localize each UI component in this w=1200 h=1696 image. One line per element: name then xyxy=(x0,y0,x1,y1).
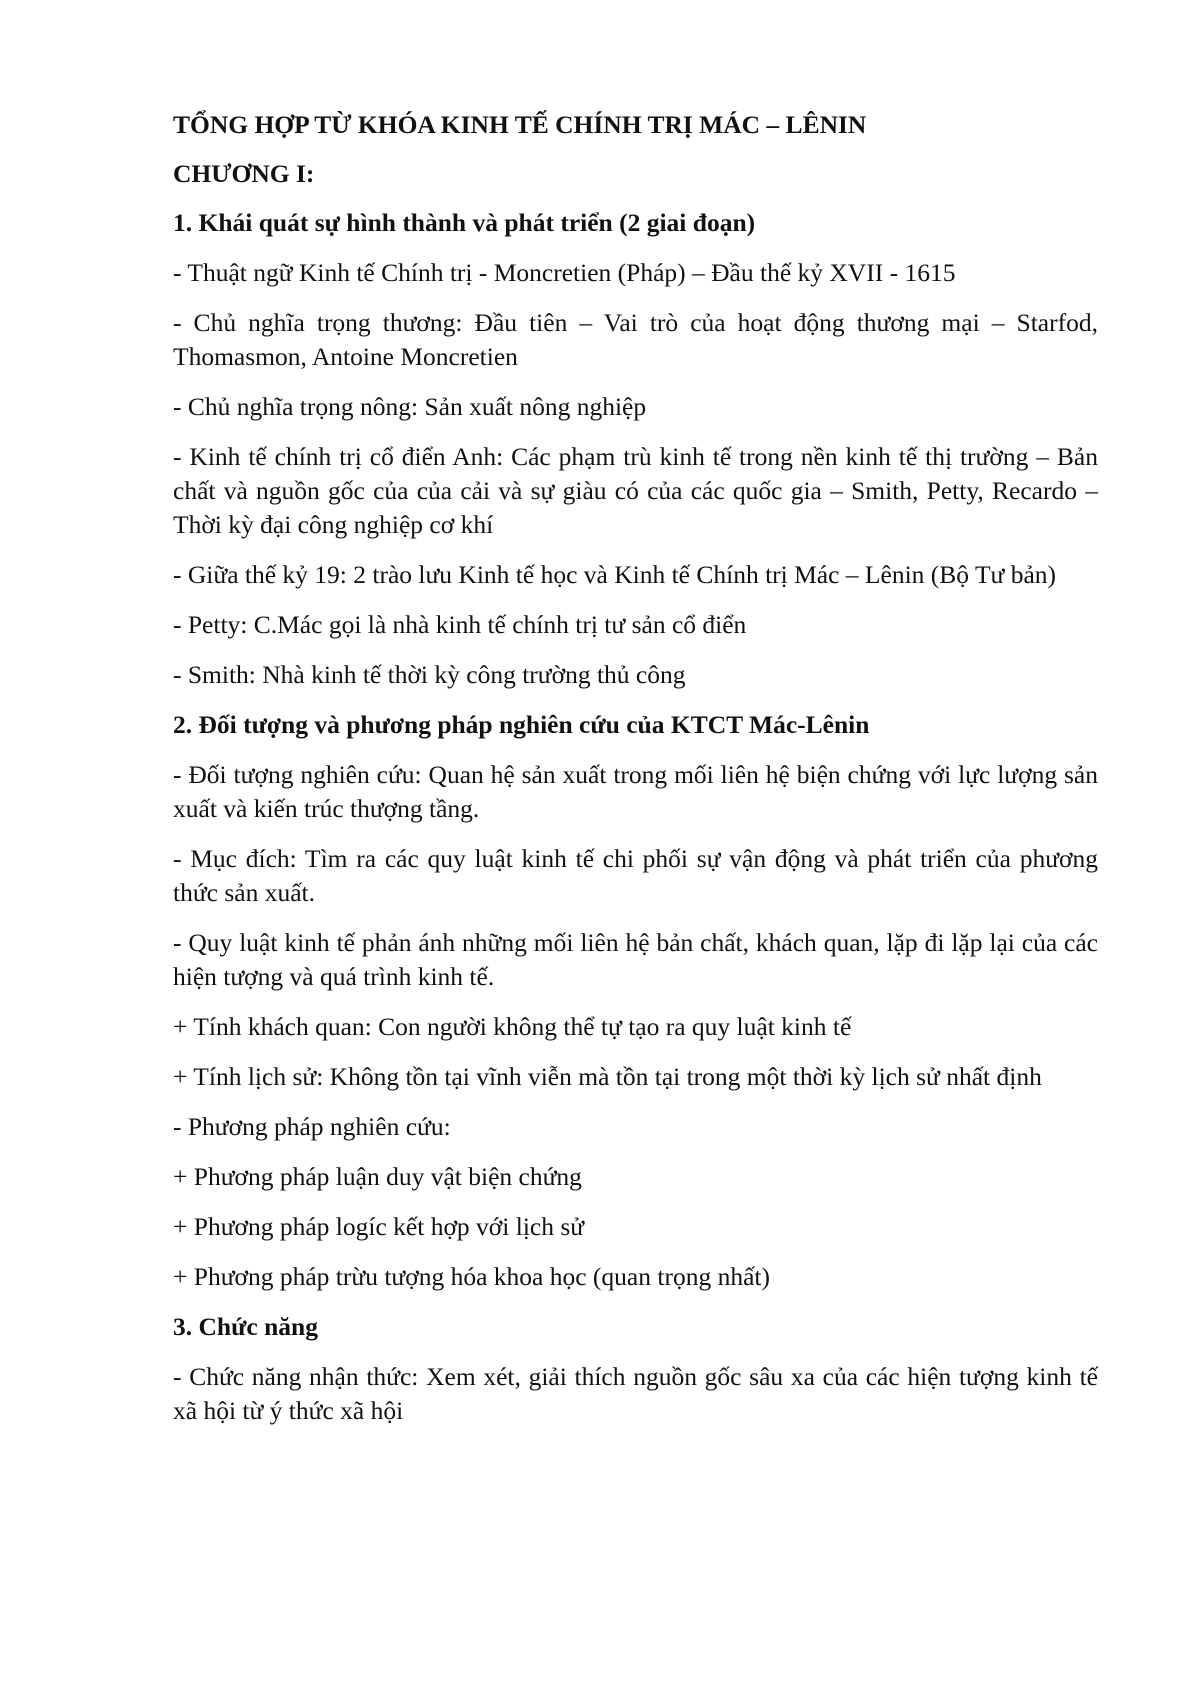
chapter-heading: CHƯƠNG I: xyxy=(173,159,315,188)
paragraph: - Mục đích: Tìm ra các quy luật kinh tế chi phối sự vận động và phát triển của phương thức sản xuất. xyxy=(173,844,1098,907)
document-title: TỔNG HỢP TỪ KHÓA KINH TẾ CHÍNH TRỊ MÁC – LÊNIN xyxy=(173,110,867,139)
section-heading: 1. Khái quát sự hình thành và phát triển (2 giai đoạn) xyxy=(173,208,756,237)
paragraph: + Phương pháp luận duy vật biện chứng xyxy=(173,1162,582,1191)
paragraph: - Đối tượng nghiên cứu: Quan hệ sản xuất trong mối liên hệ biện chứng với lực lượng sản xuất và kiến trúc thượng tầng. xyxy=(173,760,1098,823)
paragraph: - Giữa thế kỷ 19: 2 trào lưu Kinh tế học và Kinh tế Chính trị Mác – Lênin (Bộ Tư bản) xyxy=(173,560,1057,589)
paragraph: + Phương pháp trừu tượng hóa khoa học (quan trọng nhất) xyxy=(173,1262,770,1291)
paragraph: - Chủ nghĩa trọng thương: Đầu tiên – Vai trò của hoạt động thương mại – Starfod, Thomasmon, Antoine Moncretien xyxy=(173,308,1098,371)
paragraph: - Phương pháp nghiên cứu: xyxy=(173,1112,451,1141)
document-page xyxy=(173,108,1098,1444)
paragraph: + Tính lịch sử: Không tồn tại vĩnh viễn mà tồn tại trong một thời kỳ lịch sử nhất định xyxy=(173,1062,1042,1091)
paragraph: + Tính khách quan: Con người không thể tự tạo ra quy luật kinh tế xyxy=(173,1012,852,1041)
paragraph: - Thuật ngữ Kinh tế Chính trị - Moncretien (Pháp) – Đầu thế kỷ XVII - 1615 xyxy=(173,258,956,287)
section-heading: 3. Chức năng xyxy=(173,1312,318,1341)
paragraph: - Kinh tế chính trị cổ điển Anh: Các phạm trù kinh tế trong nền kinh tế thị trường – Bản chất và nguồn gốc của của cải và sự giàu có của các quốc gia – Smith, Petty, Recardo – Thời kỳ đại công nghiệp cơ khí xyxy=(173,442,1098,539)
paragraph: - Chủ nghĩa trọng nông: Sản xuất nông nghiệp xyxy=(173,392,647,421)
paragraph: - Petty: C.Mác gọi là nhà kinh tế chính trị tư sản cổ điển xyxy=(173,610,747,639)
paragraph: + Phương pháp logíc kết hợp với lịch sử xyxy=(173,1212,585,1241)
paragraph: - Chức năng nhận thức: Xem xét, giải thích nguồn gốc sâu xa của các hiện tượng kinh tế xã hội từ ý thức xã hội xyxy=(173,1362,1098,1425)
paragraph: - Smith: Nhà kinh tế thời kỳ công trường thủ công xyxy=(173,660,686,689)
paragraph: - Quy luật kinh tế phản ánh những mối liên hệ bản chất, khách quan, lặp đi lặp lại của các hiện tượng và quá trình kinh tế. xyxy=(173,928,1098,991)
section-heading: 2. Đối tượng và phương pháp nghiên cứu của KTCT Mác-Lênin xyxy=(173,710,870,739)
